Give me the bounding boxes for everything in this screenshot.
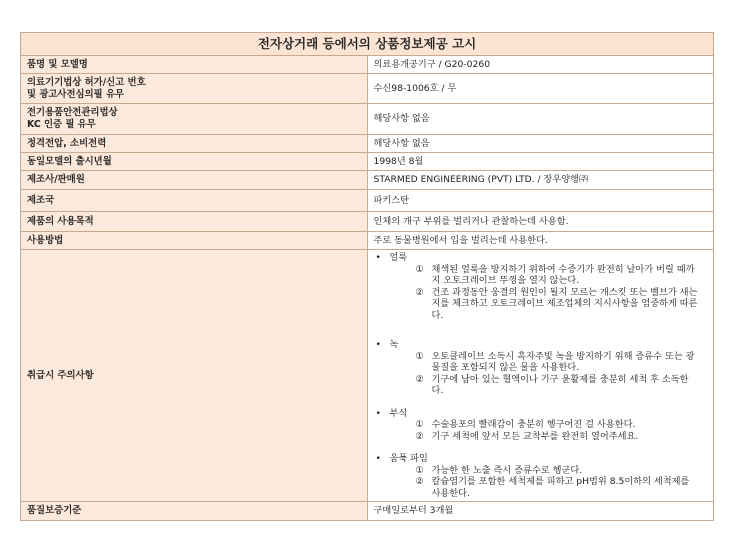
list-item bbox=[416, 351, 706, 374]
row-label: 품명 및 모델명 bbox=[21, 56, 368, 74]
caution-label: 취급시 주의사항 bbox=[21, 250, 368, 502]
list-item bbox=[416, 374, 706, 397]
item-number: ② bbox=[415, 373, 424, 385]
table-row bbox=[21, 232, 714, 250]
bullet: • bbox=[375, 453, 381, 464]
list-item bbox=[416, 287, 706, 322]
table-row bbox=[21, 212, 714, 232]
row-value: STARMED ENGINEERING (PVT) LTD. / 장우양행㈜ bbox=[367, 171, 714, 190]
item-number: ② bbox=[415, 286, 424, 298]
row-label: 사용방법 bbox=[21, 232, 368, 250]
caution-row bbox=[21, 250, 714, 502]
item-text: 가능한 한 노출 즉시 증류수로 헹군다. bbox=[431, 464, 583, 476]
info-table bbox=[20, 32, 714, 521]
item-number: ① bbox=[415, 263, 424, 275]
list-item bbox=[416, 431, 706, 443]
row-value: 1998년 8월 bbox=[367, 153, 714, 171]
bullet: • bbox=[375, 339, 381, 350]
row-value: 수신98-1006호 / 무 bbox=[367, 74, 714, 104]
table-row bbox=[21, 171, 714, 190]
row-value: 인체의 개구 부위를 벌리거나 관찰하는데 사용함. bbox=[367, 212, 714, 232]
item-text: 칼슘염기를 포함한 세척제를 피하고 pH범위 8.5이하의 세척제를 사용한다. bbox=[431, 476, 690, 499]
row-label: 제조국 bbox=[21, 190, 368, 212]
section-heading: 부식 bbox=[389, 407, 408, 419]
list-item bbox=[416, 465, 706, 477]
row-label: 동일모델의 출시년월 bbox=[21, 153, 368, 171]
caution-section bbox=[376, 339, 706, 397]
item-text: 기구에 남아 있는 혈액이나 기구 윤활제를 충분히 세척 후 소독한다. bbox=[431, 373, 689, 396]
row-value: 주로 동물병원에서 입을 벌리는데 사용한다. bbox=[367, 232, 714, 250]
item-number: ② bbox=[415, 430, 424, 442]
row-value: 구매일로부터 3개월 bbox=[367, 502, 714, 521]
row-label: 제조사/판매원 bbox=[21, 171, 368, 190]
table-row bbox=[21, 502, 714, 521]
item-text: 채색된 얼룩을 방지하기 위하여 수증기가 완전히 날아가 버릴 때까지 오토크레이브 뚜껑을 열지 않는다. bbox=[431, 263, 695, 286]
item-text: 오토클레이브 소독시 흑자주빛 녹을 방지하기 위해 증류수 또는 광물질을 포함되지 않은 물을 사용한다. bbox=[431, 350, 695, 373]
section-heading: 움푹 파임 bbox=[389, 453, 428, 464]
table-row bbox=[21, 74, 714, 104]
table-title: 전자상거래 등에서의 상품정보제공 고시 bbox=[21, 33, 714, 56]
table-row bbox=[21, 153, 714, 171]
bullet: • bbox=[375, 407, 381, 419]
section-heading: 얼룩 bbox=[389, 252, 408, 263]
row-label: 품질보증기준 bbox=[21, 502, 368, 521]
item-text: 기구 세척에 앞서 모든 교착부를 완전히 열어주세요. bbox=[431, 430, 639, 442]
caution-section bbox=[376, 252, 706, 321]
list-item bbox=[416, 264, 706, 287]
item-number: ① bbox=[415, 419, 424, 430]
item-number: ① bbox=[415, 350, 424, 362]
row-value: 의료용개공기구 / G20-0260 bbox=[367, 56, 714, 74]
caution-section bbox=[376, 408, 706, 443]
item-text: 건조 과정동안 웅결의 원인이 될지 모르는 개스킷 또는 벨브가 새는지를 체크하고 오토크레이브 제조업체의 지시사항을 엄중하게 따른다. bbox=[431, 286, 698, 321]
product-info-notice bbox=[20, 32, 714, 521]
row-label: 의료기기법상 허가/신고 번호 및 광고사전심의필 유무 bbox=[21, 74, 368, 104]
row-label: 전기용품안전관리법상 KC 인증 필 유무 bbox=[21, 104, 368, 135]
list-item bbox=[416, 419, 706, 431]
row-label: 정격전압, 소비전력 bbox=[21, 135, 368, 153]
row-value: 파키스탄 bbox=[367, 190, 714, 212]
bullet: • bbox=[375, 252, 381, 263]
table-row bbox=[21, 190, 714, 212]
caution-content bbox=[367, 250, 714, 502]
item-number: ① bbox=[415, 464, 424, 476]
caution-section bbox=[376, 453, 706, 499]
row-value: 해당사항 없음 bbox=[367, 104, 714, 135]
item-text: 수술용포의 빨래감이 충분히 헹구어진 걸 사용한다. bbox=[431, 419, 636, 430]
item-number: ② bbox=[415, 476, 424, 487]
list-item bbox=[416, 476, 706, 499]
row-value: 해당사항 없음 bbox=[367, 135, 714, 153]
table-row bbox=[21, 135, 714, 153]
section-heading: 녹 bbox=[389, 339, 399, 350]
table-row bbox=[21, 104, 714, 135]
row-label: 제품의 사용목적 bbox=[21, 212, 368, 232]
table-title-row bbox=[21, 33, 714, 56]
table-row bbox=[21, 56, 714, 74]
